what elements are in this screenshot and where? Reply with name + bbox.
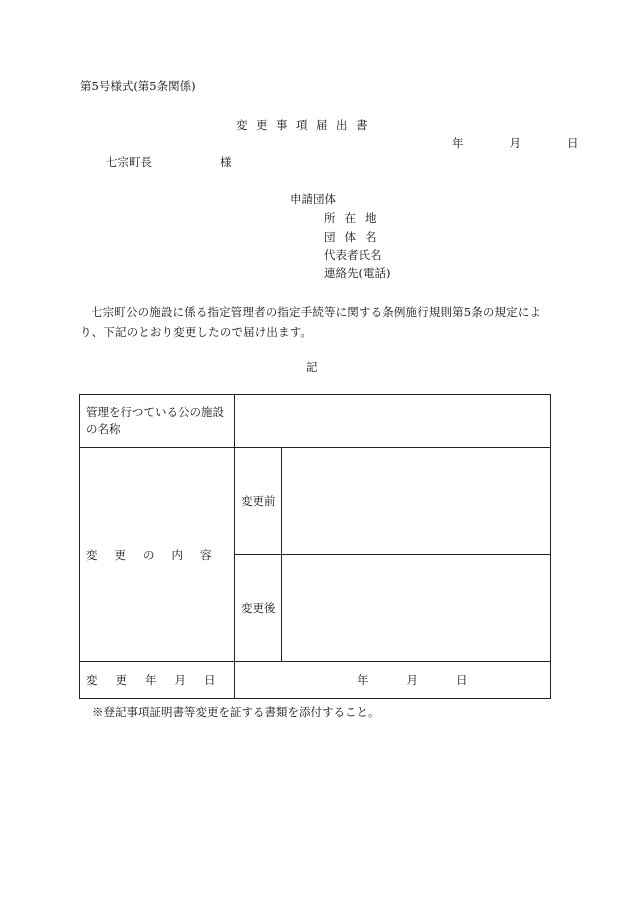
day-label: 日 (567, 136, 579, 150)
change-content-label: 変更の内容 (80, 448, 235, 662)
body-paragraph: 七宗町公の施設に係る指定管理者の指定手続等に関する条例施行規則第5条の規定により、下記のとおり変更したので届け出ます。 (80, 305, 542, 339)
ki-label: 記 (306, 360, 318, 374)
applicant-heading: 申請団体 (290, 192, 336, 206)
form-number: 第5号様式(第5条関係) (80, 79, 196, 93)
document-title: 変更事項届出書 (236, 118, 376, 132)
facility-row (80, 395, 551, 448)
after-label: 変更後 (235, 555, 282, 662)
year-label: 年 (452, 136, 464, 150)
change-year-label: 年 (357, 673, 369, 687)
change-form-table (79, 394, 551, 699)
after-input[interactable] (282, 555, 551, 662)
honorific: 様 (220, 155, 232, 169)
change-month-label: 月 (406, 673, 418, 687)
before-label: 変更前 (235, 448, 282, 555)
facility-input[interactable] (235, 395, 551, 448)
facility-label: 管理を行つている公の施設の名称 (80, 395, 235, 448)
before-input[interactable] (282, 448, 551, 555)
applicant-field-organization: 団体名 (324, 230, 386, 244)
applicant-field-representative: 代表者氏名 (324, 248, 382, 262)
attachment-note: ※登記事項証明書等変更を証する書類を添付すること。 (92, 705, 380, 719)
applicant-field-address: 所在地 (324, 211, 386, 225)
applicant-field-contact: 連絡先(電話) (324, 266, 391, 280)
change-day-label: 日 (456, 673, 468, 687)
change-date-input[interactable] (235, 662, 551, 699)
addressee: 七宗町長 (106, 155, 152, 169)
change-before-row (80, 448, 551, 555)
submission-date (452, 138, 579, 150)
month-label: 月 (509, 136, 521, 150)
change-date-label: 変更年月日 (80, 662, 235, 699)
change-date-row (80, 662, 551, 699)
